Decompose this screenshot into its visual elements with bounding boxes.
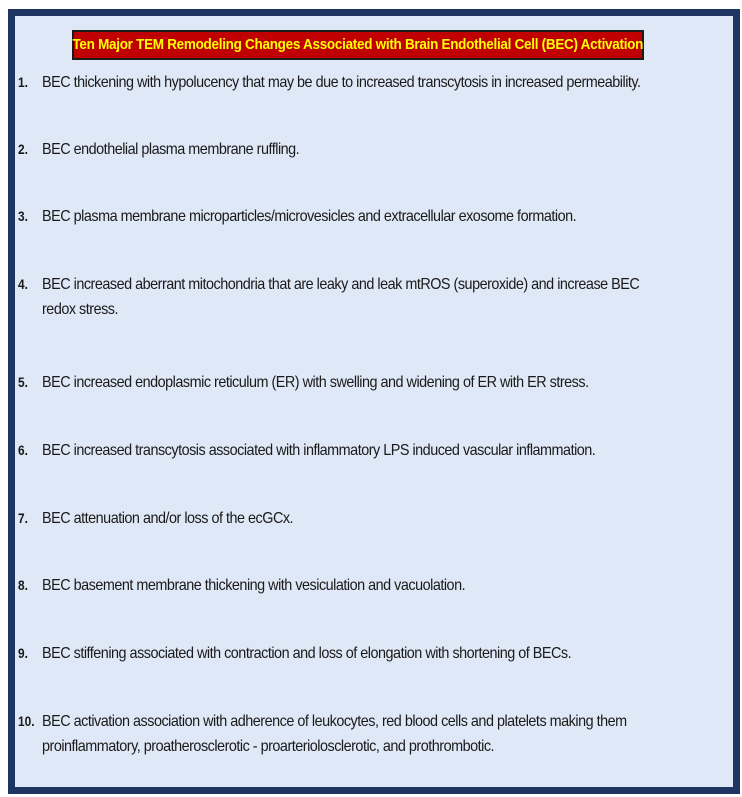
- list-item-3: [18, 204, 730, 229]
- item-number: 3.: [18, 208, 28, 224]
- title-banner: [72, 30, 644, 60]
- item-number: 10.: [18, 713, 35, 729]
- list-item-1: [18, 70, 730, 95]
- list-item-9: [18, 641, 730, 666]
- list-item-7: [18, 506, 730, 531]
- item-number: 6.: [18, 442, 28, 458]
- item-number: 9.: [18, 645, 28, 661]
- list-item-2: [18, 137, 730, 162]
- item-number: 7.: [18, 510, 28, 526]
- item-number: 4.: [18, 276, 28, 292]
- item-text: BEC basement membrane thickening with vesiculation and vacuolation.: [42, 577, 466, 594]
- item-text: BEC increased endoplasmic reticulum (ER) with swelling and widening of ER with ER stress.: [42, 374, 589, 391]
- list-item-8: [18, 573, 730, 598]
- list-item-5: [18, 370, 730, 395]
- list-item-10: [18, 709, 730, 759]
- item-text: BEC attenuation and/or loss of the ecGCx.: [42, 510, 294, 527]
- item-text: BEC increased aberrant mitochondria that are leaky and leak mtROS (superoxide) and increase BEC redox stress.: [42, 276, 640, 318]
- item-number: 5.: [18, 374, 28, 390]
- item-number: 2.: [18, 141, 28, 157]
- list-item-6: [18, 438, 730, 463]
- item-text: BEC increased transcytosis associated with inflammatory LPS induced vascular inflammation.: [42, 442, 596, 459]
- item-number: 8.: [18, 577, 28, 593]
- item-number: 1.: [18, 74, 28, 90]
- item-text: BEC endothelial plasma membrane ruffling.: [42, 141, 300, 158]
- item-text: BEC stiffening associated with contraction and loss of elongation with shortening of BECs.: [42, 645, 572, 662]
- item-text: BEC activation association with adherence of leukocytes, red blood cells and platelets making them proinflammatory, proatherosclerotic - proarteriolosclerotic, and prothrombotic.: [42, 713, 627, 755]
- slide-frame: [8, 9, 740, 794]
- slide-title: Ten Major TEM Remodeling Changes Associated with Brain Endothelial Cell (BEC) Activation: [72, 37, 644, 53]
- list-item-4: [18, 272, 730, 322]
- item-text: BEC thickening with hypolucency that may be due to increased transcytosis in increased permeability.: [42, 74, 641, 91]
- item-text: BEC plasma membrane microparticles/microvesicles and extracellular exosome formation.: [42, 208, 577, 225]
